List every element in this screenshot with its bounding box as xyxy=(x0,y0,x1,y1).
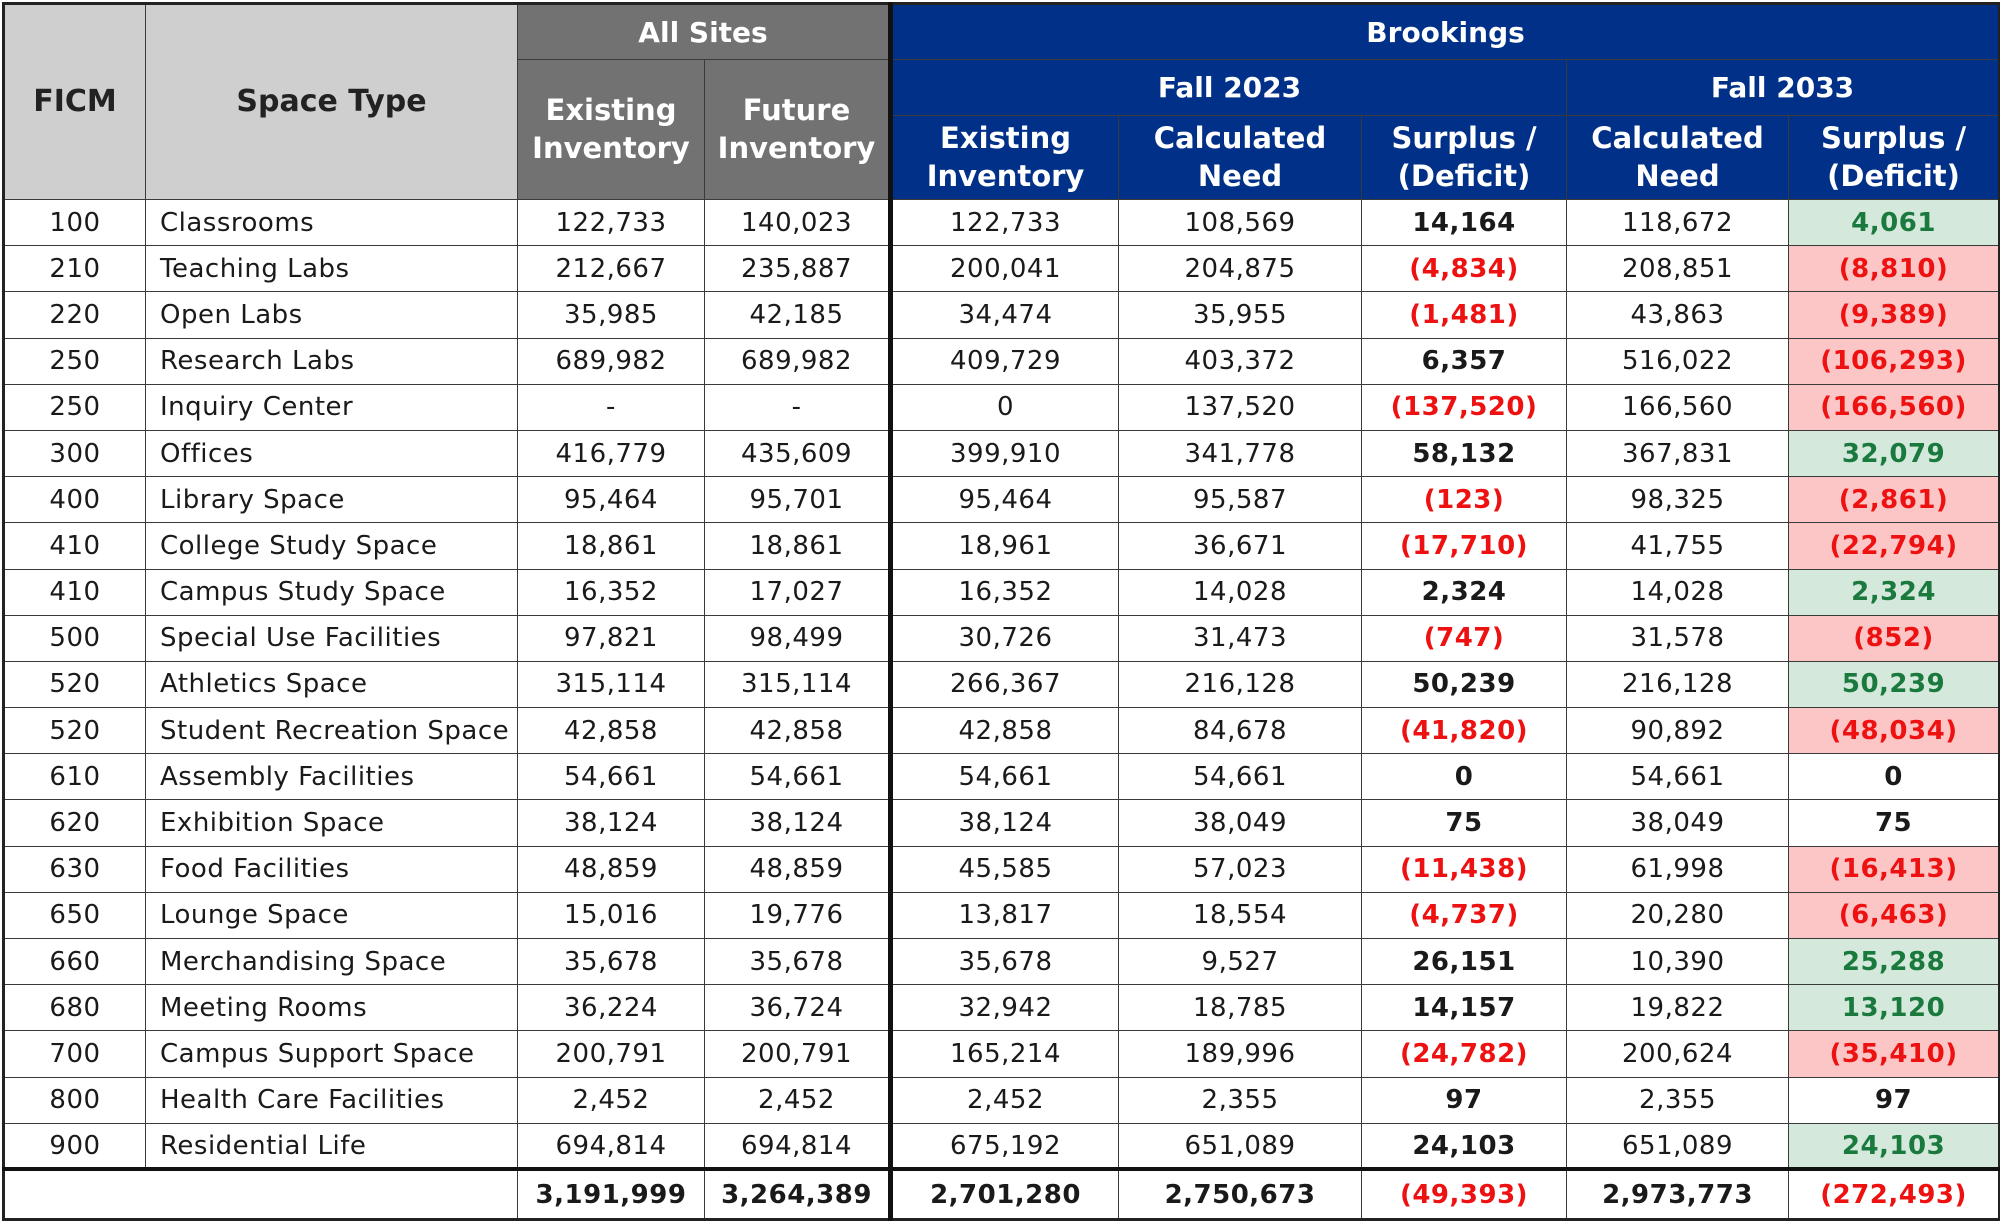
total-surplus-2023: (49,393) xyxy=(1362,1169,1567,1219)
header-surplus-2033: Surplus / (Deficit) xyxy=(1789,116,2000,200)
surplus-2023-cell: (11,438) xyxy=(1362,846,1567,892)
header-all-existing-inventory: Existing Inventory xyxy=(518,60,705,200)
surplus-2023-cell: (41,820) xyxy=(1362,708,1567,754)
header-calculated-need-2023: Calculated Need xyxy=(1119,116,1362,200)
all-existing-cell: 694,814 xyxy=(518,1123,705,1169)
all-future-cell: 48,859 xyxy=(705,846,891,892)
brookings-existing-cell: 18,961 xyxy=(891,523,1119,569)
surplus-2033-cell: (48,034) xyxy=(1789,708,2000,754)
brookings-existing-cell: 30,726 xyxy=(891,615,1119,661)
table-row xyxy=(4,754,2000,800)
all-future-cell: 35,678 xyxy=(705,939,891,985)
need-2023-cell: 14,028 xyxy=(1119,569,1362,615)
surplus-2033-cell: 97 xyxy=(1789,1077,2000,1123)
surplus-2033-cell: (2,861) xyxy=(1789,477,2000,523)
table-row xyxy=(4,1077,2000,1123)
need-2023-cell: 108,569 xyxy=(1119,200,1362,246)
table-row xyxy=(4,569,2000,615)
need-2023-cell: 84,678 xyxy=(1119,708,1362,754)
ficm-cell: 680 xyxy=(4,985,146,1031)
need-2023-cell: 341,778 xyxy=(1119,430,1362,476)
totals-row xyxy=(4,1169,2000,1219)
need-2023-cell: 137,520 xyxy=(1119,384,1362,430)
table-row xyxy=(4,477,2000,523)
ficm-cell: 220 xyxy=(4,292,146,338)
need-2033-cell: 54,661 xyxy=(1567,754,1789,800)
need-2023-cell: 38,049 xyxy=(1119,800,1362,846)
space-type-cell: Health Care Facilities xyxy=(146,1077,518,1123)
all-existing-cell: 2,452 xyxy=(518,1077,705,1123)
brookings-existing-cell: 409,729 xyxy=(891,338,1119,384)
header-all-sites: All Sites xyxy=(518,4,891,60)
need-2033-cell: 166,560 xyxy=(1567,384,1789,430)
need-2033-cell: 61,998 xyxy=(1567,846,1789,892)
total-all-future: 3,264,389 xyxy=(705,1169,891,1219)
need-2023-cell: 35,955 xyxy=(1119,292,1362,338)
surplus-2023-cell: (17,710) xyxy=(1362,523,1567,569)
table-row xyxy=(4,800,2000,846)
surplus-2033-cell: 75 xyxy=(1789,800,2000,846)
brookings-existing-cell: 0 xyxy=(891,384,1119,430)
all-existing-cell: 95,464 xyxy=(518,477,705,523)
surplus-2033-cell: 0 xyxy=(1789,754,2000,800)
surplus-2023-cell: (1,481) xyxy=(1362,292,1567,338)
header-ficm: FICM xyxy=(4,4,146,200)
all-future-cell: 38,124 xyxy=(705,800,891,846)
ficm-cell: 630 xyxy=(4,846,146,892)
all-future-cell: 54,661 xyxy=(705,754,891,800)
brookings-existing-cell: 122,733 xyxy=(891,200,1119,246)
surplus-2023-cell: (4,834) xyxy=(1362,246,1567,292)
space-type-cell: Residential Life xyxy=(146,1123,518,1169)
surplus-2023-cell: (137,520) xyxy=(1362,384,1567,430)
ficm-cell: 210 xyxy=(4,246,146,292)
need-2033-cell: 10,390 xyxy=(1567,939,1789,985)
ficm-cell: 100 xyxy=(4,200,146,246)
total-need-2033: 2,973,773 xyxy=(1567,1169,1789,1219)
surplus-2033-cell: (166,560) xyxy=(1789,384,2000,430)
table-row xyxy=(4,939,2000,985)
space-type-cell: Offices xyxy=(146,430,518,476)
all-future-cell: 42,185 xyxy=(705,292,891,338)
need-2023-cell: 216,128 xyxy=(1119,661,1362,707)
brookings-existing-cell: 42,858 xyxy=(891,708,1119,754)
table-row xyxy=(4,985,2000,1031)
ficm-cell: 250 xyxy=(4,384,146,430)
surplus-2023-cell: 0 xyxy=(1362,754,1567,800)
space-type-cell: Assembly Facilities xyxy=(146,754,518,800)
space-type-cell: Exhibition Space xyxy=(146,800,518,846)
ficm-cell: 520 xyxy=(4,708,146,754)
brookings-existing-cell: 2,452 xyxy=(891,1077,1119,1123)
table-row xyxy=(4,615,2000,661)
need-2033-cell: 31,578 xyxy=(1567,615,1789,661)
surplus-2033-cell: 50,239 xyxy=(1789,661,2000,707)
brookings-existing-cell: 95,464 xyxy=(891,477,1119,523)
ficm-cell: 900 xyxy=(4,1123,146,1169)
all-future-cell: 235,887 xyxy=(705,246,891,292)
surplus-2023-cell: (24,782) xyxy=(1362,1031,1567,1077)
need-2023-cell: 31,473 xyxy=(1119,615,1362,661)
surplus-2033-cell: (22,794) xyxy=(1789,523,2000,569)
all-future-cell: 200,791 xyxy=(705,1031,891,1077)
all-future-cell: 315,114 xyxy=(705,661,891,707)
all-future-cell: - xyxy=(705,384,891,430)
all-existing-cell: 16,352 xyxy=(518,569,705,615)
all-future-cell: 98,499 xyxy=(705,615,891,661)
surplus-2033-cell: (852) xyxy=(1789,615,2000,661)
brookings-existing-cell: 399,910 xyxy=(891,430,1119,476)
need-2023-cell: 403,372 xyxy=(1119,338,1362,384)
ficm-cell: 700 xyxy=(4,1031,146,1077)
header-brookings-existing-inventory: Existing Inventory xyxy=(891,116,1119,200)
surplus-2033-cell: (35,410) xyxy=(1789,1031,2000,1077)
all-existing-cell: 54,661 xyxy=(518,754,705,800)
surplus-2023-cell: 50,239 xyxy=(1362,661,1567,707)
all-existing-cell: 212,667 xyxy=(518,246,705,292)
surplus-2023-cell: (4,737) xyxy=(1362,892,1567,938)
all-existing-cell: 416,779 xyxy=(518,430,705,476)
space-type-cell: Athletics Space xyxy=(146,661,518,707)
surplus-2023-cell: 97 xyxy=(1362,1077,1567,1123)
brookings-existing-cell: 34,474 xyxy=(891,292,1119,338)
need-2033-cell: 38,049 xyxy=(1567,800,1789,846)
ficm-cell: 650 xyxy=(4,892,146,938)
all-existing-cell: 200,791 xyxy=(518,1031,705,1077)
space-type-cell: Meeting Rooms xyxy=(146,985,518,1031)
all-existing-cell: 35,678 xyxy=(518,939,705,985)
need-2023-cell: 189,996 xyxy=(1119,1031,1362,1077)
ficm-cell: 300 xyxy=(4,430,146,476)
table-row xyxy=(4,430,2000,476)
brookings-existing-cell: 165,214 xyxy=(891,1031,1119,1077)
need-2023-cell: 36,671 xyxy=(1119,523,1362,569)
need-2033-cell: 200,624 xyxy=(1567,1031,1789,1077)
brookings-existing-cell: 38,124 xyxy=(891,800,1119,846)
surplus-2033-cell: 2,324 xyxy=(1789,569,2000,615)
brookings-existing-cell: 35,678 xyxy=(891,939,1119,985)
need-2033-cell: 208,851 xyxy=(1567,246,1789,292)
total-surplus-2033: (272,493) xyxy=(1789,1169,2000,1219)
all-future-cell: 36,724 xyxy=(705,985,891,1031)
table-row xyxy=(4,708,2000,754)
ficm-cell: 800 xyxy=(4,1077,146,1123)
table-row xyxy=(4,246,2000,292)
all-future-cell: 18,861 xyxy=(705,523,891,569)
all-existing-cell: 689,982 xyxy=(518,338,705,384)
need-2023-cell: 54,661 xyxy=(1119,754,1362,800)
need-2023-cell: 95,587 xyxy=(1119,477,1362,523)
ficm-cell: 660 xyxy=(4,939,146,985)
space-type-cell: Classrooms xyxy=(146,200,518,246)
ficm-cell: 410 xyxy=(4,523,146,569)
header-all-future-inventory: Future Inventory xyxy=(705,60,891,200)
brookings-existing-cell: 200,041 xyxy=(891,246,1119,292)
all-existing-cell: 42,858 xyxy=(518,708,705,754)
surplus-2023-cell: 26,151 xyxy=(1362,939,1567,985)
surplus-2023-cell: 14,157 xyxy=(1362,985,1567,1031)
all-future-cell: 2,452 xyxy=(705,1077,891,1123)
need-2033-cell: 90,892 xyxy=(1567,708,1789,754)
all-future-cell: 19,776 xyxy=(705,892,891,938)
table-row xyxy=(4,200,2000,246)
surplus-2033-cell: (8,810) xyxy=(1789,246,2000,292)
ficm-cell: 620 xyxy=(4,800,146,846)
all-existing-cell: 35,985 xyxy=(518,292,705,338)
need-2023-cell: 204,875 xyxy=(1119,246,1362,292)
surplus-2023-cell: 75 xyxy=(1362,800,1567,846)
total-brookings-existing: 2,701,280 xyxy=(891,1169,1119,1219)
all-existing-cell: 48,859 xyxy=(518,846,705,892)
space-type-cell: Campus Study Space xyxy=(146,569,518,615)
all-future-cell: 140,023 xyxy=(705,200,891,246)
brookings-existing-cell: 675,192 xyxy=(891,1123,1119,1169)
surplus-2023-cell: 6,357 xyxy=(1362,338,1567,384)
all-existing-cell: 97,821 xyxy=(518,615,705,661)
all-existing-cell: 315,114 xyxy=(518,661,705,707)
need-2023-cell: 9,527 xyxy=(1119,939,1362,985)
table-row xyxy=(4,892,2000,938)
surplus-2023-cell: (123) xyxy=(1362,477,1567,523)
space-type-cell: Merchandising Space xyxy=(146,939,518,985)
surplus-2033-cell: 32,079 xyxy=(1789,430,2000,476)
need-2033-cell: 516,022 xyxy=(1567,338,1789,384)
header-surplus-2023: Surplus / (Deficit) xyxy=(1362,116,1567,200)
all-existing-cell: 122,733 xyxy=(518,200,705,246)
totals-label-cell xyxy=(4,1169,518,1219)
space-type-cell: College Study Space xyxy=(146,523,518,569)
ficm-cell: 500 xyxy=(4,615,146,661)
need-2033-cell: 2,355 xyxy=(1567,1077,1789,1123)
need-2033-cell: 20,280 xyxy=(1567,892,1789,938)
header-brookings: Brookings xyxy=(891,4,2000,60)
header-fall-2033: Fall 2033 xyxy=(1567,60,2000,116)
all-future-cell: 689,982 xyxy=(705,338,891,384)
brookings-existing-cell: 13,817 xyxy=(891,892,1119,938)
need-2033-cell: 19,822 xyxy=(1567,985,1789,1031)
brookings-existing-cell: 32,942 xyxy=(891,985,1119,1031)
ficm-cell: 400 xyxy=(4,477,146,523)
need-2023-cell: 57,023 xyxy=(1119,846,1362,892)
all-future-cell: 95,701 xyxy=(705,477,891,523)
need-2033-cell: 216,128 xyxy=(1567,661,1789,707)
table-body xyxy=(4,200,2000,1170)
all-future-cell: 694,814 xyxy=(705,1123,891,1169)
table-row xyxy=(4,523,2000,569)
table-row xyxy=(4,292,2000,338)
all-existing-cell: 15,016 xyxy=(518,892,705,938)
table-row xyxy=(4,846,2000,892)
all-existing-cell: 36,224 xyxy=(518,985,705,1031)
need-2033-cell: 14,028 xyxy=(1567,569,1789,615)
table-row xyxy=(4,661,2000,707)
space-type-cell: Student Recreation Space xyxy=(146,708,518,754)
ficm-cell: 520 xyxy=(4,661,146,707)
brookings-existing-cell: 54,661 xyxy=(891,754,1119,800)
need-2033-cell: 43,863 xyxy=(1567,292,1789,338)
surplus-2023-cell: (747) xyxy=(1362,615,1567,661)
all-existing-cell: 38,124 xyxy=(518,800,705,846)
all-existing-cell: - xyxy=(518,384,705,430)
ficm-cell: 610 xyxy=(4,754,146,800)
all-future-cell: 17,027 xyxy=(705,569,891,615)
total-all-existing: 3,191,999 xyxy=(518,1169,705,1219)
surplus-2033-cell: 13,120 xyxy=(1789,985,2000,1031)
surplus-2023-cell: 58,132 xyxy=(1362,430,1567,476)
brookings-existing-cell: 266,367 xyxy=(891,661,1119,707)
table-row xyxy=(4,384,2000,430)
surplus-2023-cell: 24,103 xyxy=(1362,1123,1567,1169)
space-type-cell: Lounge Space xyxy=(146,892,518,938)
surplus-2033-cell: (9,389) xyxy=(1789,292,2000,338)
table-row xyxy=(4,1123,2000,1169)
need-2033-cell: 98,325 xyxy=(1567,477,1789,523)
space-type-cell: Open Labs xyxy=(146,292,518,338)
header-fall-2023: Fall 2023 xyxy=(891,60,1567,116)
space-inventory-table xyxy=(2,2,2000,1221)
space-type-cell: Research Labs xyxy=(146,338,518,384)
surplus-2023-cell: 2,324 xyxy=(1362,569,1567,615)
need-2023-cell: 2,355 xyxy=(1119,1077,1362,1123)
header-space-type: Space Type xyxy=(146,4,518,200)
all-future-cell: 42,858 xyxy=(705,708,891,754)
space-type-cell: Food Facilities xyxy=(146,846,518,892)
all-existing-cell: 18,861 xyxy=(518,523,705,569)
space-type-cell: Library Space xyxy=(146,477,518,523)
surplus-2033-cell: 25,288 xyxy=(1789,939,2000,985)
need-2033-cell: 651,089 xyxy=(1567,1123,1789,1169)
total-need-2023: 2,750,673 xyxy=(1119,1169,1362,1219)
need-2023-cell: 18,785 xyxy=(1119,985,1362,1031)
surplus-2033-cell: 4,061 xyxy=(1789,200,2000,246)
brookings-existing-cell: 16,352 xyxy=(891,569,1119,615)
table-row xyxy=(4,1031,2000,1077)
space-type-cell: Inquiry Center xyxy=(146,384,518,430)
surplus-2033-cell: 24,103 xyxy=(1789,1123,2000,1169)
table-row xyxy=(4,338,2000,384)
space-type-cell: Campus Support Space xyxy=(146,1031,518,1077)
surplus-2033-cell: (16,413) xyxy=(1789,846,2000,892)
need-2023-cell: 651,089 xyxy=(1119,1123,1362,1169)
surplus-2033-cell: (106,293) xyxy=(1789,338,2000,384)
header-calculated-need-2033: Calculated Need xyxy=(1567,116,1789,200)
ficm-cell: 250 xyxy=(4,338,146,384)
surplus-2023-cell: 14,164 xyxy=(1362,200,1567,246)
need-2023-cell: 18,554 xyxy=(1119,892,1362,938)
space-type-cell: Teaching Labs xyxy=(146,246,518,292)
need-2033-cell: 118,672 xyxy=(1567,200,1789,246)
need-2033-cell: 41,755 xyxy=(1567,523,1789,569)
ficm-cell: 410 xyxy=(4,569,146,615)
surplus-2033-cell: (6,463) xyxy=(1789,892,2000,938)
brookings-existing-cell: 45,585 xyxy=(891,846,1119,892)
space-type-cell: Special Use Facilities xyxy=(146,615,518,661)
need-2033-cell: 367,831 xyxy=(1567,430,1789,476)
all-future-cell: 435,609 xyxy=(705,430,891,476)
